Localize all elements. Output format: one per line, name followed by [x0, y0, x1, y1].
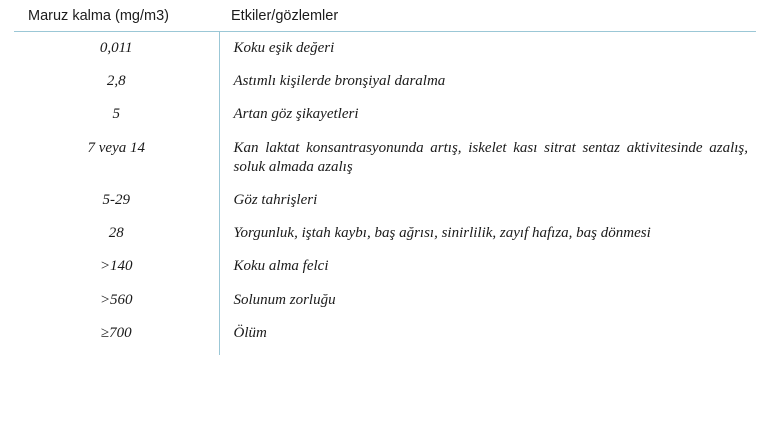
column-header-exposure: Maruz kalma (mg/m3): [14, 6, 219, 32]
cell-exposure: 5: [14, 98, 219, 131]
table-header: [14, 6, 756, 32]
cell-effect: Astımlı kişilerde bronşiyal daralma: [233, 73, 446, 90]
cell-exposure: >140: [14, 250, 219, 283]
table-row: [14, 250, 756, 283]
table-row: [14, 184, 756, 217]
table-header-row: [14, 6, 756, 32]
table-body: [14, 32, 756, 355]
table-row: [14, 65, 756, 98]
table-row: [14, 317, 756, 355]
cell-exposure: 7 veya 14: [14, 132, 219, 184]
cell-exposure: 0,011: [14, 32, 219, 66]
cell-effect: Ölüm: [233, 324, 267, 341]
cell-effect: Kan laktat konsantrasyonunda artış, iskelet kası sitrat sentaz aktivitesinde azalış, soluk almada azalış: [233, 139, 748, 175]
exposure-effects-table: [14, 6, 756, 355]
table-row: [14, 32, 756, 66]
cell-effect: Koku alma felci: [233, 258, 329, 275]
cell-effect: Koku eşik değeri: [233, 40, 335, 56]
cell-effect: Göz tahrişleri: [233, 191, 318, 208]
cell-exposure: ≥700: [14, 317, 219, 355]
column-header-effects: Etkiler/gözlemler: [219, 6, 756, 32]
cell-exposure: >560: [14, 284, 219, 317]
table-row: [14, 217, 756, 250]
cell-exposure: 2,8: [14, 65, 219, 98]
cell-effect: Solunum zorluğu: [233, 291, 336, 308]
cell-exposure: 5-29: [14, 184, 219, 217]
table-row: [14, 132, 756, 184]
table-row: [14, 98, 756, 131]
cell-exposure: 28: [14, 217, 219, 250]
cell-effect: Artan göz şikayetleri: [233, 106, 359, 123]
table-row: [14, 284, 756, 317]
cell-effect: Yorgunluk, iştah kaybı, baş ağrısı, sinirlilik, zayıf hafıza, baş dönmesi: [233, 225, 651, 242]
